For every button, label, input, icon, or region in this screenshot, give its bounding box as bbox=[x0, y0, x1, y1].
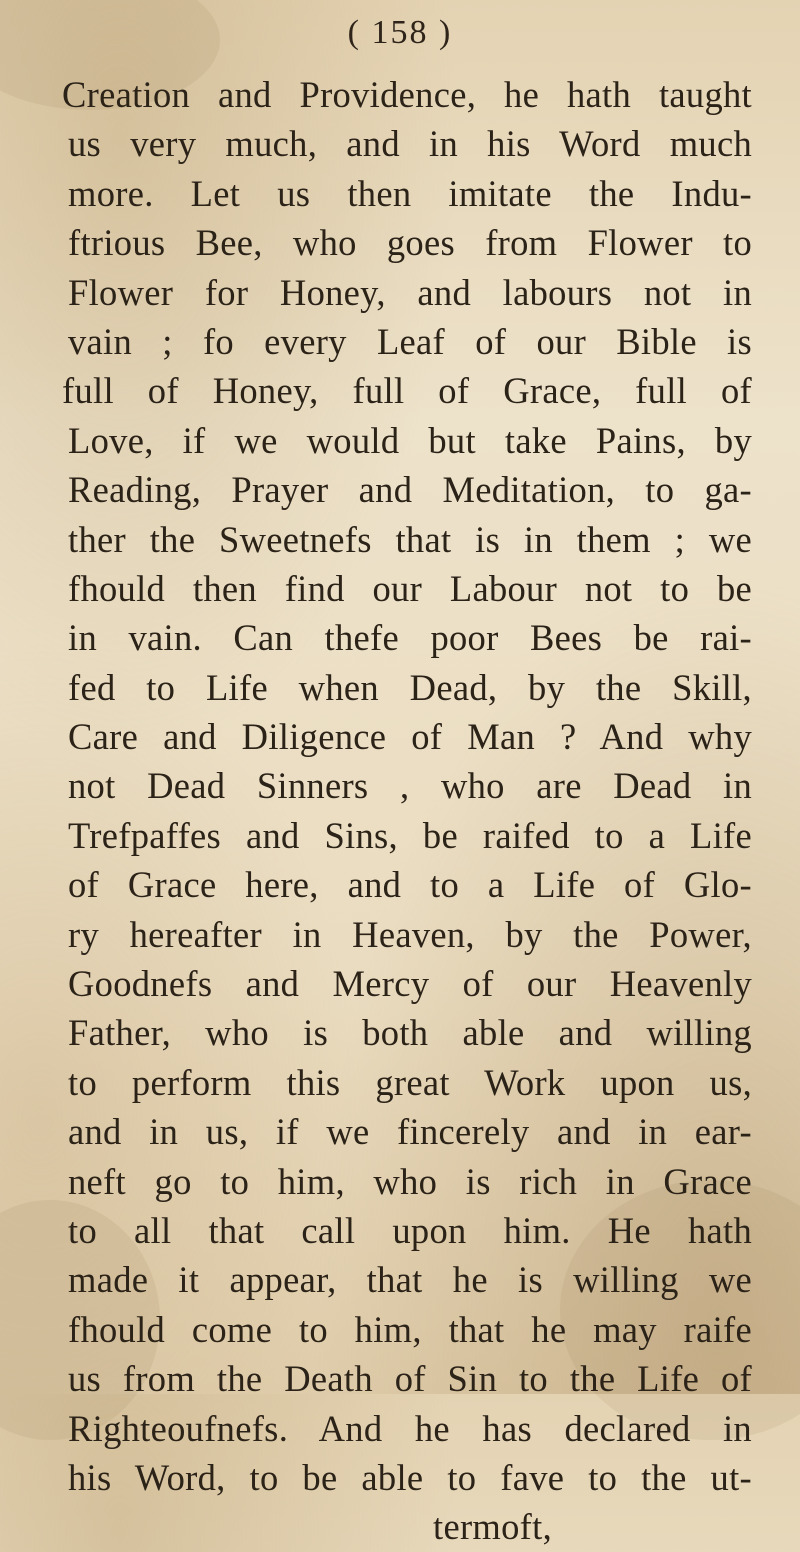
text-line: made it appear, that he is willing we bbox=[68, 1259, 752, 1301]
text-line: Righteoufnefs. And he has declared in bbox=[68, 1407, 752, 1449]
text-line: fhould come to him, that he may raife bbox=[68, 1308, 752, 1350]
text-line: Flower for Honey, and labours not in bbox=[68, 271, 752, 313]
text-line: Love, if we would but take Pains, by bbox=[68, 419, 752, 461]
text-line: not Dead Sinners , who are Dead in bbox=[68, 765, 752, 807]
text-line: Father, who is both able and willing bbox=[68, 1012, 752, 1054]
text-line: Care and Diligence of Man ? And why bbox=[68, 716, 752, 758]
text-line: and in us, if we fincerely and in ear- bbox=[68, 1111, 752, 1153]
text-line: Trefpaffes and Sins, be raifed to a Life bbox=[68, 814, 752, 856]
text-line: fed to Life when Dead, by the Skill, bbox=[68, 666, 752, 708]
text-line: fhould then find our Labour not to be bbox=[68, 567, 752, 609]
text-line: us from the Death of Sin to the Life of bbox=[68, 1358, 752, 1400]
text-line: ry hereafter in Heaven, by the Power, bbox=[68, 913, 752, 955]
text-line: vain ; fo every Leaf of our Bible is bbox=[68, 320, 752, 362]
text-line: Reading, Prayer and Meditation, to ga- bbox=[68, 469, 752, 511]
text-line: more. Let us then imitate the Indu- bbox=[68, 172, 752, 214]
text-line: to all that call upon him. He hath bbox=[68, 1209, 752, 1251]
text-line: full of Honey, full of Grace, full of bbox=[62, 370, 752, 412]
text-line: Creation and Providence, he hath taught bbox=[62, 74, 752, 115]
text-line: his Word, to be able to fave to the ut- bbox=[68, 1456, 752, 1498]
text-line: ftrious Bee, who goes from Flower to bbox=[68, 222, 752, 264]
text-line: of Grace here, and to a Life of Glo- bbox=[68, 864, 752, 906]
text-line: to perform this great Work upon us, bbox=[68, 1061, 752, 1103]
text-line: ther the Sweetnefs that is in them ; we bbox=[68, 518, 752, 560]
text-line: Goodnefs and Mercy of our Heavenly bbox=[68, 963, 752, 1005]
body-text bbox=[62, 70, 752, 1552]
page-number: ( 158 ) bbox=[347, 14, 453, 51]
text-line: neft go to him, who is rich in Grace bbox=[68, 1160, 752, 1202]
catchword: termoft, bbox=[433, 1506, 552, 1548]
text-line: us very much, and in his Word much bbox=[68, 123, 752, 165]
text-line: in vain. Can thefe poor Bees be rai- bbox=[68, 617, 752, 659]
